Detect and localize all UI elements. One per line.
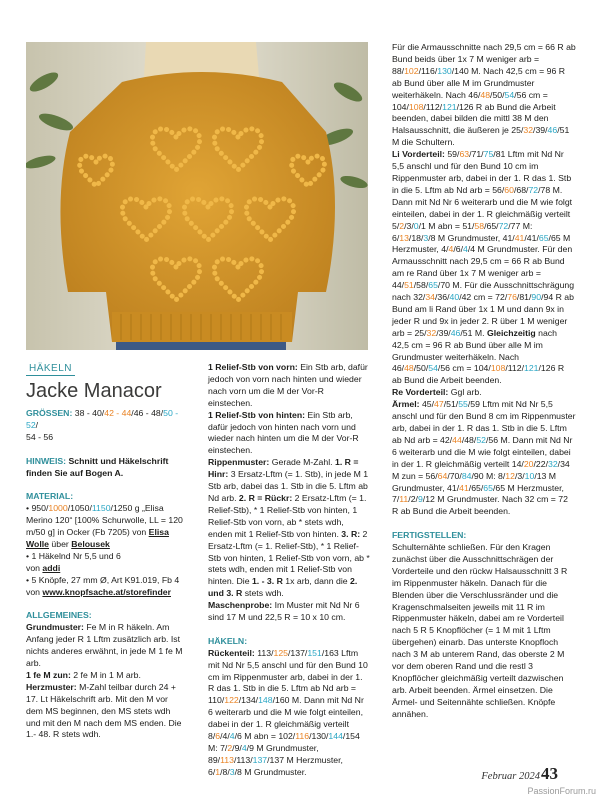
spacer (26, 598, 186, 610)
col3-paragraph: Re Vorderteil: Ggl arb. (392, 387, 482, 398)
col1-paragraph: 54 - 56 (26, 431, 54, 442)
column-right (392, 42, 576, 721)
col2-paragraph: 1 Relief-Stb von vorn: Ein Stb arb, dafür jedoch von vorn nach hinten und wieder nach vorn um die M der Vor-R einstechen. (208, 362, 368, 408)
col1-paragraph: Grundmuster: Fe M in R häkeln. Am Anfang jeder R 1 Lftm zusätzlich arb. Ist nichts anderes erwähnt, in jede M 1 fe M arb. (26, 622, 183, 668)
spacer (392, 518, 576, 530)
issue-date: Februar 2024 (481, 771, 540, 782)
col2-paragraph: Maschenprobe: Im Muster mit Nd Nr 6 sind 17 M und 22,5 R = 10 x 10 cm. (208, 600, 360, 623)
col1-paragraph: • 950/1000/1050/1150/1250 g „Elisa Merino 120“ [100% Schurwolle, LL = 120 m/50 g] in Ocker (Fb 7205) von Elisa Wolle über Belousek (26, 503, 183, 549)
column-middle (208, 362, 370, 779)
col1-paragraph: Herzmuster: M-Zahl teilbar durch 24 + 17. Lt Häkelschrift arb. Mit den M vor dem MS beginnen, den MS stets wdh und mit den M nach dem MS enden. Die 1.- 48. R stets wdh. (26, 681, 182, 740)
col1-paragraph: 1 fe M zun: 2 fe M in 1 M arb. (26, 669, 141, 680)
col2-paragraph: HÄKELN: (208, 635, 248, 646)
spacer (26, 444, 186, 456)
col1-paragraph: HINWEIS: Schnitt und Häkelschrift finden Sie auf Bogen A. (26, 455, 169, 478)
col1-paragraph: ALLGEMEINES: (26, 610, 92, 621)
col1-paragraph: GRÖSSEN: 38 - 40/42 - 44/46 - 48/50 - 52/ (26, 408, 179, 430)
col1-paragraph: • 1 Häkelnd Nr 5,5 und 6 (26, 550, 121, 561)
col2-paragraph: 1 Relief-Stb von hinten: Ein Stb arb, dafür jedoch von hinten nach vorn und wieder nach hinten um die M der Vor-R einstechen. (208, 409, 359, 456)
col1-paragraph: von www.knopfsache.at/storefinder (26, 586, 171, 597)
sweater-photo (26, 42, 368, 350)
col1-paragraph: • 5 Knöpfe, 27 mm Ø, Art K91.019, Fb 4 (26, 574, 180, 585)
col3-content (392, 42, 576, 721)
col2-paragraph: Rückenteil: 113/125/137/151/163 Lftm mit Nd Nr 5,5 anschl und für den Bund 10 cm im Rippenmuster arb, dabei in der 1. R das 1. Stb in die 5. Lftm ab Nd arb = 110/122/134/148/160 M. Dann mit Nd Nr 6 weiterarb und die M wie folgt einteilen, dabei in der 1. R gleichmäßig verteilt 8/6/4/4/6 M abn = 102/116/130/144/154 M: 7/2/9/4/9 M Grundmuster, 89/113/113/137/137 M Herzmuster, 6/1/8/3/8 M Grundmuster. (208, 647, 368, 777)
col3-paragraph: Für die Armausschnitte nach 29,5 cm = 66 R ab Bund beids über 1x 7 M weniger arb = 88/102/116/130/140 M. Nach 42,5 cm = 96 R ab Bund über alle M im Grundmuster weiterhäkeln. Nach 46/48/50/54/56 cm = 104/108/112/121/126 R ab Bund die Arbeit beenden, dabei bilden die mittl 38 M den Halsausschnitt, die äußeren je 25/32/39/46/51 M die Schultern. (392, 42, 576, 148)
col3-paragraph: FERTIGSTELLEN: (392, 530, 467, 541)
category-tag: HÄKELN (26, 362, 75, 376)
col3-paragraph: Ärmel: 45/47/51/55/59 Lftm mit Nd Nr 5,5 anschl und für den Bund 8 cm im Rippenmuster arb, dabei in der 1. R das 1. Stb in die 5. Lftm ab Nd arb = 42/44/48/52/56 M. Dann mit Nd Nr 6 weiterarb und die M wie folgt einteilen, dabei in der 1. R gleichmäßig verteilt 14/20/22/32/34 M zun = 56/64/70/84/90 M: 8/12/3/10/13 M Grundmuster, 41/41/65/65/65 M Herzmuster, 7/11/2/9/12 M Grundmuster. Nach 32 cm = 72 R ab Bund die Arbeit beenden. (392, 399, 576, 517)
col1-paragraph: MATERIAL: (26, 491, 74, 502)
col3-paragraph: Schulternähte schließen. Für den Kragen zunächst über die Ausschnittschrägen der Vorderteile und den rückw Halsausschnitt 3 R im Rippenmuster häkeln. Danach für die Blenden über die Verschlussränder und die Kragenschmalseiten jeweils mit 11 R im Rippenmuster häkeln, dabei am re Vorderteil nach 5 R 5 Knopflöcher (= 1 M mit 1 Lftm übergehen) einarb. Das unterste Knopfloch nach 3 M ab unterem Rand, das oberste 2 M vor dem oberen Rand und die restl 3 Knopflöcher gleichmäßig verteilt dazwischen arb. Arbeit beenden. Ärmel einsetzen. Die Ärmel- und Seitennähte schließen. Knöpfe annähen. (392, 542, 568, 719)
pattern-title: Jacke Manacor (26, 380, 162, 402)
spacer (26, 479, 186, 491)
watermark: PassionForum.ru (527, 786, 596, 796)
col2-paragraph: Rippenmuster: Gerade M-Zahl. 1. R = Hinr: 3 Ersatz-Lftm (= 1. Stb), in jede M 1 Stb arb, dabei das 1. Stb in die 5. Lftm ab Nd arb. 2. R = Rückr: 2 Ersatz-Lftm (= 1. Relief-Stb), * 1 Relief-Stb von hinten, 1 Relief-Stb von vorn, ab * stets wdh, enden mit 1 Relief-Stb von hinten. 3. R: 2 Ersatz-Lftm (= 1. Relief-Stb), * 1 Relief-Stb von hinten, 1 Relief-Stb von vorn, ab * stets wdh, enden mit 1 Relief-Stb von hinten. Die 1. - 3. R 1x arb, dann die 2. und 3. R stets wdh. (208, 457, 370, 599)
page-number: 43 (541, 764, 558, 783)
col3-paragraph: Li Vorderteil: 59/63/71/75/81 Lftm mit Nd Nr 5,5 anschl und für den Bund 10 cm im Rippenmuster arb, dabei in der 1. R das 1. Stb in die 5. Lftm ab Nd arb = 56/60/68/72/78 M. Dann mit Nd Nr 6 weiterarb und die M wie folgt einteilen, dabei in der 1. R gleichmäßig verteilt 5/2/3/0/1 M abn = 51/58/65/72/77 M: 6/13/18/3/8 M Grundmuster, 41/41/41/65/65 M Herzmuster, 4/4/6/4/4 M Grundmuster. Für den Armausschnitt nach 29,5 cm = 66 R ab Bund am re Rand über 1x 7 M weniger arb = 44/51/58/65/70 M. Für die Ausschnittschrägung nach 32/34/36/40/42 cm = 72/76/81/90/94 R ab Bund am li Rand über 1x 1 M und dann 9x in jeder R und 9x in jeder 2. R über 1 M weniger arb = 25/32/39/46/51 M. Gleichzeitig nach 42,5 cm = 96 R ab Bund über alle M im Grundmuster weiterhäkeln. Nach 46/48/50/54/56 cm = 104/108/112/121/126 R ab Bund die Arbeit beenden. (392, 149, 575, 386)
col1-content (26, 408, 186, 741)
page-footer (448, 765, 578, 787)
column-left (26, 362, 186, 741)
spacer (208, 624, 370, 636)
sweater-illustration (26, 42, 368, 350)
col2-content (208, 362, 370, 779)
col1-paragraph: von addi (26, 562, 61, 573)
